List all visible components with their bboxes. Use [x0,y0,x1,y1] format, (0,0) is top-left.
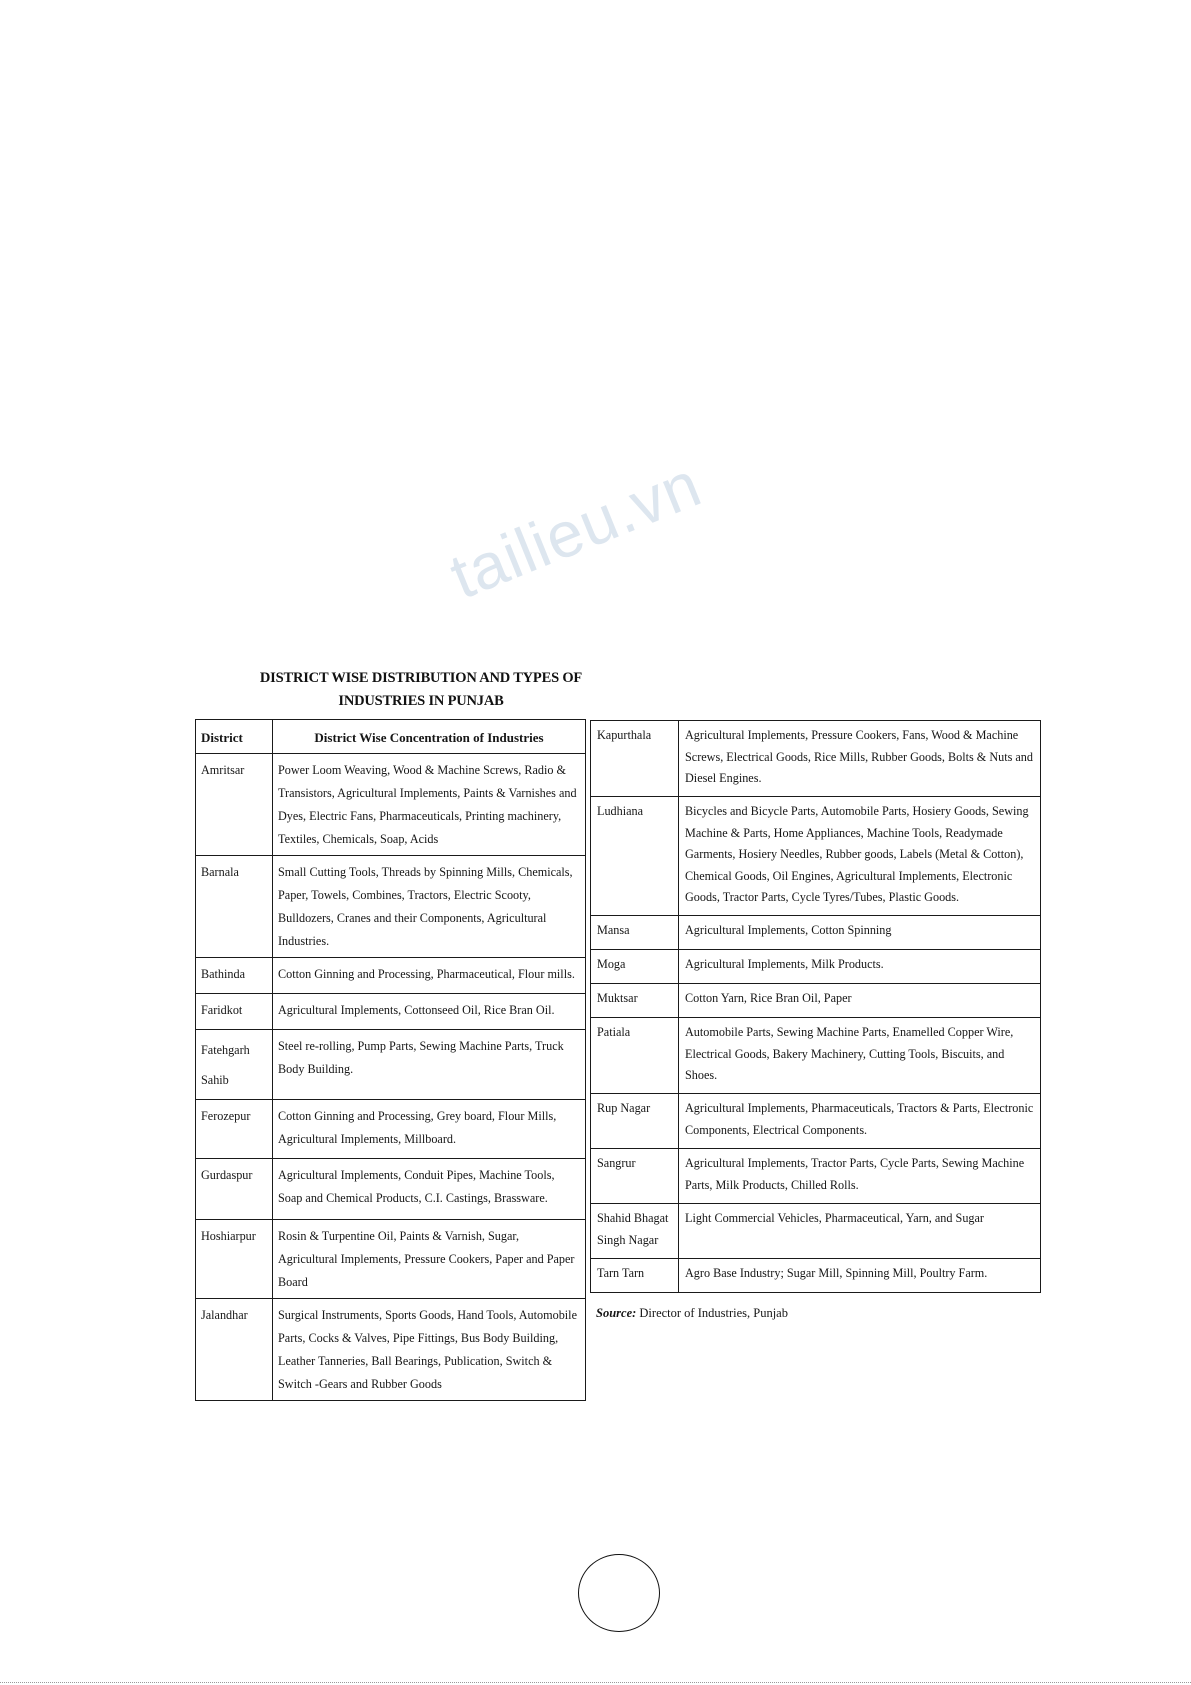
table-row [196,958,586,994]
district-cell: Mansa [591,916,679,950]
page-title [196,667,646,713]
table-row [591,1094,1041,1149]
industries-cell: Automobile Parts, Sewing Machine Parts, Enamelled Copper Wire, Electrical Goods, Bakery Machinery, Cutting Tools, Biscuits, and Shoes. [679,1018,1041,1094]
district-cell: Gurdaspur [196,1159,273,1220]
table-header-row [196,720,586,754]
source-text: Director of Industries, Punjab [636,1306,788,1320]
page-number [578,1554,660,1632]
industries-table-right [590,720,1041,1293]
industries-cell: Light Commercial Vehicles, Pharmaceutical, Yarn, and Sugar [679,1204,1041,1259]
table-row [196,754,586,856]
industries-cell: Agricultural Implements, Cottonseed Oil, Rice Bran Oil. [273,994,586,1030]
district-cell: Rup Nagar [591,1094,679,1149]
table-row [196,994,586,1030]
industries-cell: Bicycles and Bicycle Parts, Automobile Parts, Hosiery Goods, Sewing Machine & Parts, Home Appliances, Machine Tools, Readymade Garments, Hosiery Needles, Rubber goods, Labels (Metal & Cotton), Chemical Goods, Oil Engines, Agricultural Implements, Electronic Goods, Tractor Parts, Cycle Tyres/Tubes, Plastic Goods. [679,797,1041,916]
industries-cell: Agricultural Implements, Cotton Spinning [679,916,1041,950]
district-cell: Patiala [591,1018,679,1094]
table-row [591,1259,1041,1293]
watermark: tailieu.vn [440,447,711,613]
industries-cell: Cotton Yarn, Rice Bran Oil, Paper [679,984,1041,1018]
table-row [591,984,1041,1018]
industries-cell: Agricultural Implements, Pharmaceuticals, Tractors & Parts, Electronic Components, Electrical Components. [679,1094,1041,1149]
industries-cell: Agricultural Implements, Conduit Pipes, Machine Tools, Soap and Chemical Products, C.I. Castings, Brassware. [273,1159,586,1220]
table-row [591,916,1041,950]
district-cell: Moga [591,950,679,984]
industries-cell: Agricultural Implements, Tractor Parts, Cycle Parts, Sewing Machine Parts, Milk Products, Chilled Rolls. [679,1149,1041,1204]
district-cell: Muktsar [591,984,679,1018]
district-column-header: District [196,720,273,754]
district-cell: Kapurthala [591,721,679,797]
table-row [196,1030,586,1100]
district-cell: Faridkot [196,994,273,1030]
district-cell: Shahid Bhagat Singh Nagar [591,1204,679,1259]
industries-cell: Agro Base Industry; Sugar Mill, Spinning Mill, Poultry Farm. [679,1259,1041,1293]
table-row [196,1299,586,1401]
industries-cell: Cotton Ginning and Processing, Pharmaceutical, Flour mills. [273,958,586,994]
industries-cell: Surgical Instruments, Sports Goods, Hand Tools, Automobile Parts, Cocks & Valves, Pipe Fittings, Bus Body Building, Leather Tanneries, Ball Bearings, Publication, Switch & Switch -Gears and Rubber Goods [273,1299,586,1401]
industries-table-left [195,719,586,1401]
table-row [591,950,1041,984]
district-cell: Sangrur [591,1149,679,1204]
source-label: Source: [596,1306,637,1320]
table-row [196,1159,586,1220]
industries-cell: Agricultural Implements, Milk Products. [679,950,1041,984]
industries-cell: Small Cutting Tools, Threads by Spinning Mills, Chemicals, Paper, Towels, Combines, Tractors, Electric Scooty, Bulldozers, Cranes and their Components, Agricultural Industries. [273,856,586,958]
industries-cell: Power Loom Weaving, Wood & Machine Screws, Radio & Transistors, Agricultural Implements, Paints & Varnishes and Dyes, Electric Fans, Pharmaceuticals, Printing machinery, Textiles, Chemicals, Soap, Acids [273,754,586,856]
table-row [591,1204,1041,1259]
district-cell: Ferozepur [196,1100,273,1159]
table-row [591,1149,1041,1204]
district-cell: Jalandhar [196,1299,273,1401]
title-line-1: DISTRICT WISE DISTRIBUTION AND TYPES OF [259,670,583,686]
district-cell: Barnala [196,856,273,958]
industries-cell: Cotton Ginning and Processing, Grey board, Flour Mills, Agricultural Implements, Millboard. [273,1100,586,1159]
table-row [196,1220,586,1299]
district-cell: Hoshiarpur [196,1220,273,1299]
table-row [196,856,586,958]
district-cell: Bathinda [196,958,273,994]
industries-cell: Rosin & Turpentine Oil, Paints & Varnish, Sugar, Agricultural Implements, Pressure Cookers, Paper and Paper Board [273,1220,586,1299]
table-row [591,721,1041,797]
industries-cell: Steel re-rolling, Pump Parts, Sewing Machine Parts, Truck Body Building. [273,1030,586,1100]
industries-cell: Agricultural Implements, Pressure Cookers, Fans, Wood & Machine Screws, Electrical Goods, Rice Mills, Rubber Goods, Bolts & Nuts and Diesel Engines. [679,721,1041,797]
footer-divider [0,1682,1191,1683]
district-cell: Tarn Tarn [591,1259,679,1293]
district-cell: Fatehgarh Sahib [196,1030,273,1100]
district-cell: Ludhiana [591,797,679,916]
district-cell: Amritsar [196,754,273,856]
concentration-column-header: District Wise Concentration of Industries [273,720,586,754]
title-line-2: INDUSTRIES IN PUNJAB [338,693,504,709]
table-row [591,1018,1041,1094]
table-row [591,797,1041,916]
table-row [196,1100,586,1159]
source-note [596,1306,788,1321]
